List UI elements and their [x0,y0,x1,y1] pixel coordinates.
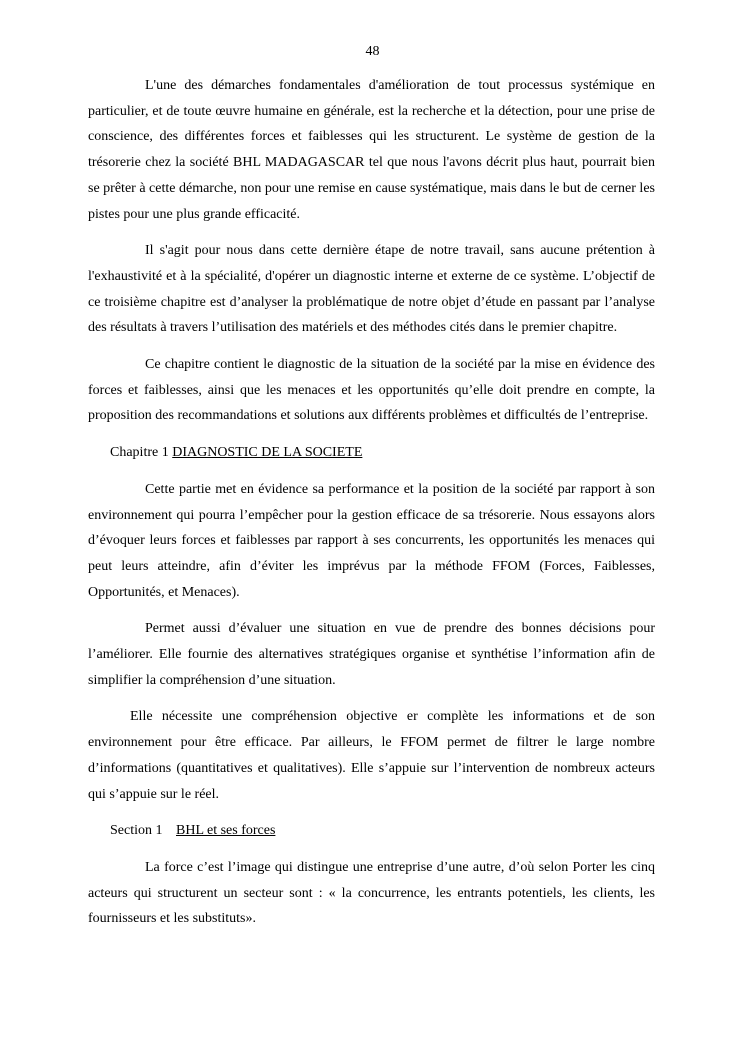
chapter-paragraph-1: Cette partie met en évidence sa performance et la position de la société par rapport à son environnement qui pourra l’empêcher pour la gestion efficace de sa trésorerie. Nous essayons alors d’évoquer leurs forces et faiblesses par rapport à ses concurrents, les opportunités les menaces qui peut leurs atteindre, afin d’éviter les imprévus par la méthode FFOM (Forces, Faiblesses, Opportunités, et Menaces). [88,481,655,600]
document-body [88,73,655,943]
page-number: 48 [365,44,380,59]
section-label: Section 1 [110,823,163,839]
chapter-title: DIAGNOSTIC DE LA SOCIETE [172,445,363,461]
chapter-label: Chapitre 1 [110,445,169,461]
section-heading [88,818,655,844]
chapter-heading [88,440,655,466]
intro-paragraph-2: Il s'agit pour nous dans cette dernière étape de notre travail, sans aucune prétention à l'exhaustivité et à la spécialité, d'opérer un diagnostic interne et externe de ce système. L’objectif de ce troisième chapitre est d’analyser la problématique de notre objet d’étude en passant par l’analyse des résultats à travers l’utilisation des matériels et des méthodes cités dans le premier chapitre. [88,243,655,336]
chapter-paragraph-2: Permet aussi d’évaluer une situation en vue de prendre des bonnes décisions pour l’améliorer. Elle fournie des alternatives stratégiques organise et synthétise l’information afin de simplifier la compréhension d’une situation. [88,621,655,688]
section-paragraph-1: La force c’est l’image qui distingue une entreprise d’une autre, d’où selon Porter les cinq acteurs qui structurent un secteur sont : « la concurrence, les entrants potentiels, les clients, les fournisseurs et les substituts». [88,859,655,927]
intro-paragraph-1: L'une des démarches fondamentales d'amélioration de tout processus systémique en particulier, et de toute œuvre humaine en générale, est la recherche et la détection, pour une prise de conscience, des différentes forces et faiblesses qui les structurent. Le système de gestion de la trésorerie chez la société BHL MADAGASCAR tel que nous l'avons décrit plus haut, pourrait bien se prêter à cette démarche, non pour une remise en cause systématique, mais dans le but de cerner les pistes pour une plus grande efficacité. [88,78,655,222]
section-title: BHL et ses forces [176,823,276,839]
chapter-paragraph-3: Elle nécessite une compréhension objective er complète les informations et de son environnement pour être efficace. Par ailleurs, le FFOM permet de filtrer le large nombre d’informations (quantitatives et qualitatives). Elle s’appuie sur l’intervention de nombreux acteurs qui s’appuie sur le réel. [88,709,655,802]
intro-paragraph-3: Ce chapitre contient le diagnostic de la situation de la société par la mise en évidence des forces et faiblesses, ainsi que les menaces et les opportunités qu’elle doit prendre en compte, la proposition des recommandations et solutions aux différents problèmes et difficultés de l’entreprise. [88,357,655,424]
